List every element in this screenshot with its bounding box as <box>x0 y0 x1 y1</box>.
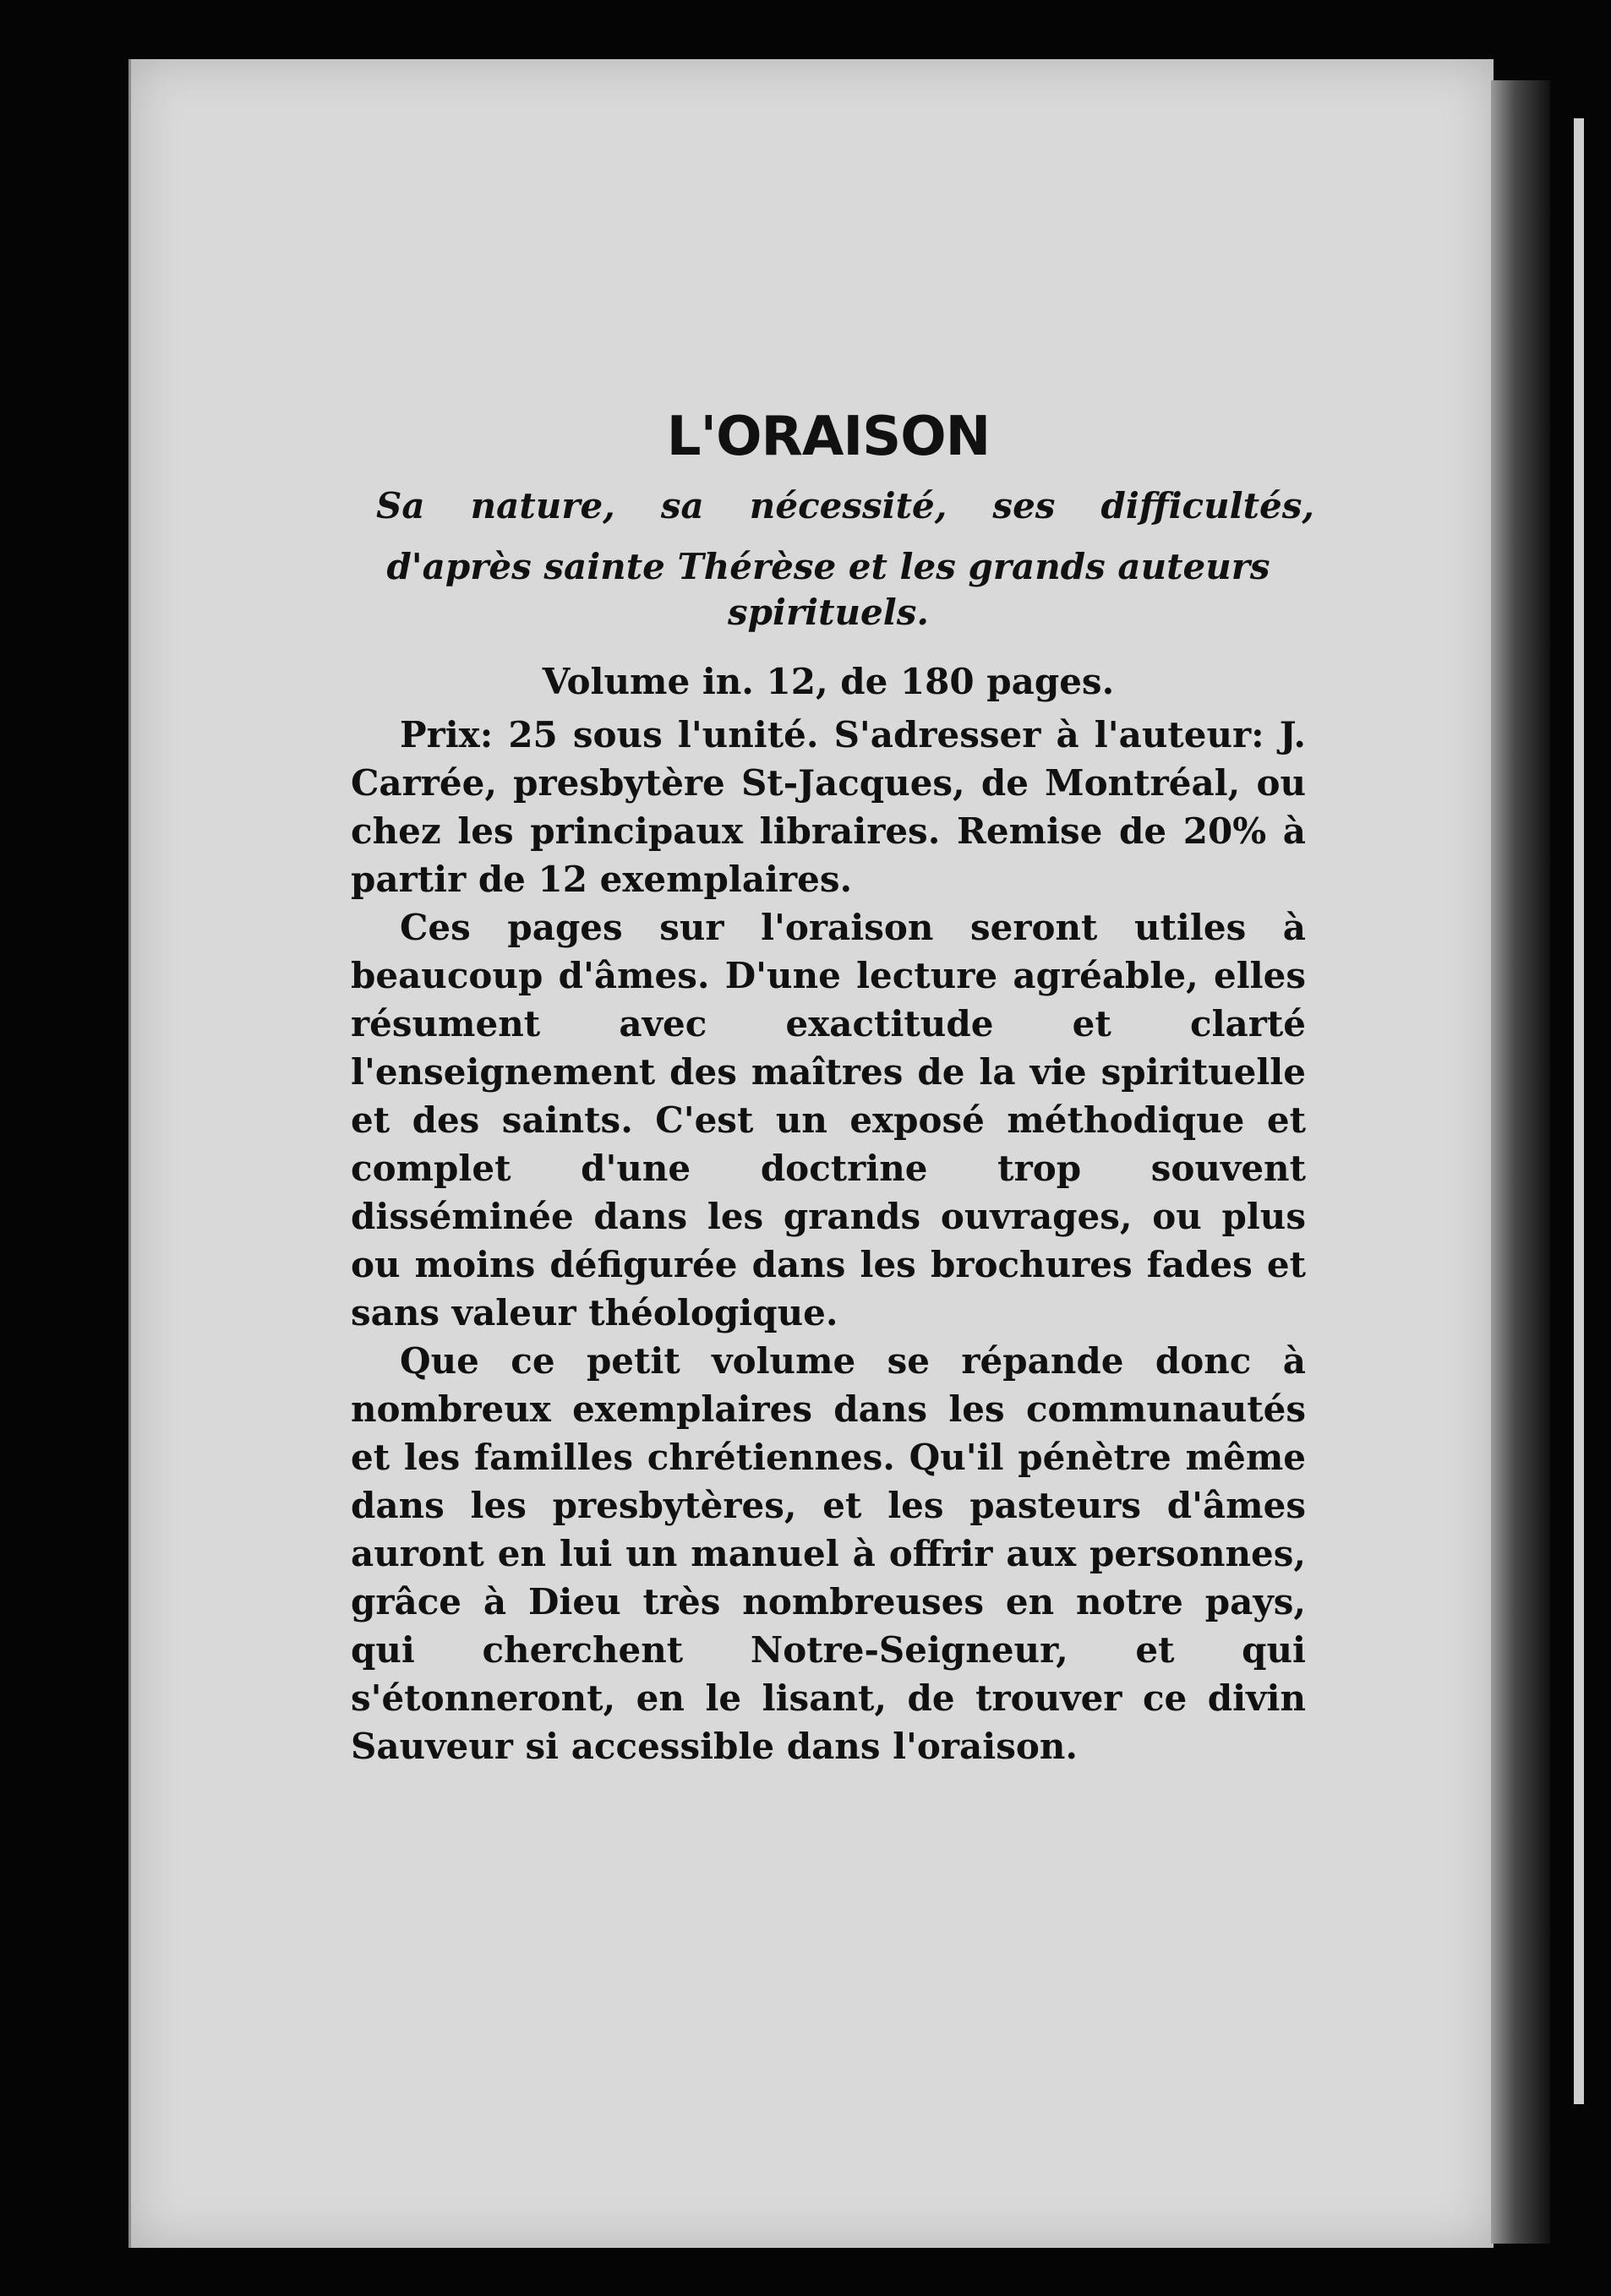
description-paragraph: Ces pages sur l'oraison seront utiles à beaucoup d'âmes. D'une lecture agréable, elles résument avec exactitude et clarté l'enseignement des maîtres de la vie spirituelle et des saints. C'est un exposé méthodique et complet d'une doctrine trop souvent disséminée dans les grands ouvrages, ou plus ou moins défigurée dans les brochures fades et sans valeur théologique. <box>351 907 1306 1333</box>
page-edge-shadow <box>1491 80 1550 2244</box>
subtitle-line-1: Sa nature, sa nécessité, ses difficultés, <box>376 485 1314 526</box>
subtitle-line-2: d'après sainte Thérèse et les grands auteurs spirituels. <box>386 546 1270 633</box>
page-title: L'ORAISON <box>666 406 991 468</box>
film-edge-strip <box>1574 118 1584 2104</box>
price-paragraph: Prix: 25 sous l'unité. S'adresser à l'auteur: J. Carrée, presbytère St-Jacques, de Montréal, ou chez les principaux libraires. Remise de 20% à partir de 12 exemplaires. <box>351 714 1306 900</box>
recommendation-paragraph: Que ce petit volume se répande donc à nombreux exemplaires dans les communautés et les familles chrétiennes. Qu'il pénètre même dans les presbytères, et les pasteurs d'âmes auront en lui un manuel à offrir aux personnes, grâce à Dieu très nombreuses en notre pays, qui cherchent Notre-Seigneur, et qui s'étonneront, en le lisant, de trouver ce divin Sauveur si accessible dans l'oraison. <box>351 1340 1306 1767</box>
advertisement-text <box>351 406 1314 1770</box>
volume-info: Volume in. 12, de 180 pages. <box>542 661 1115 702</box>
